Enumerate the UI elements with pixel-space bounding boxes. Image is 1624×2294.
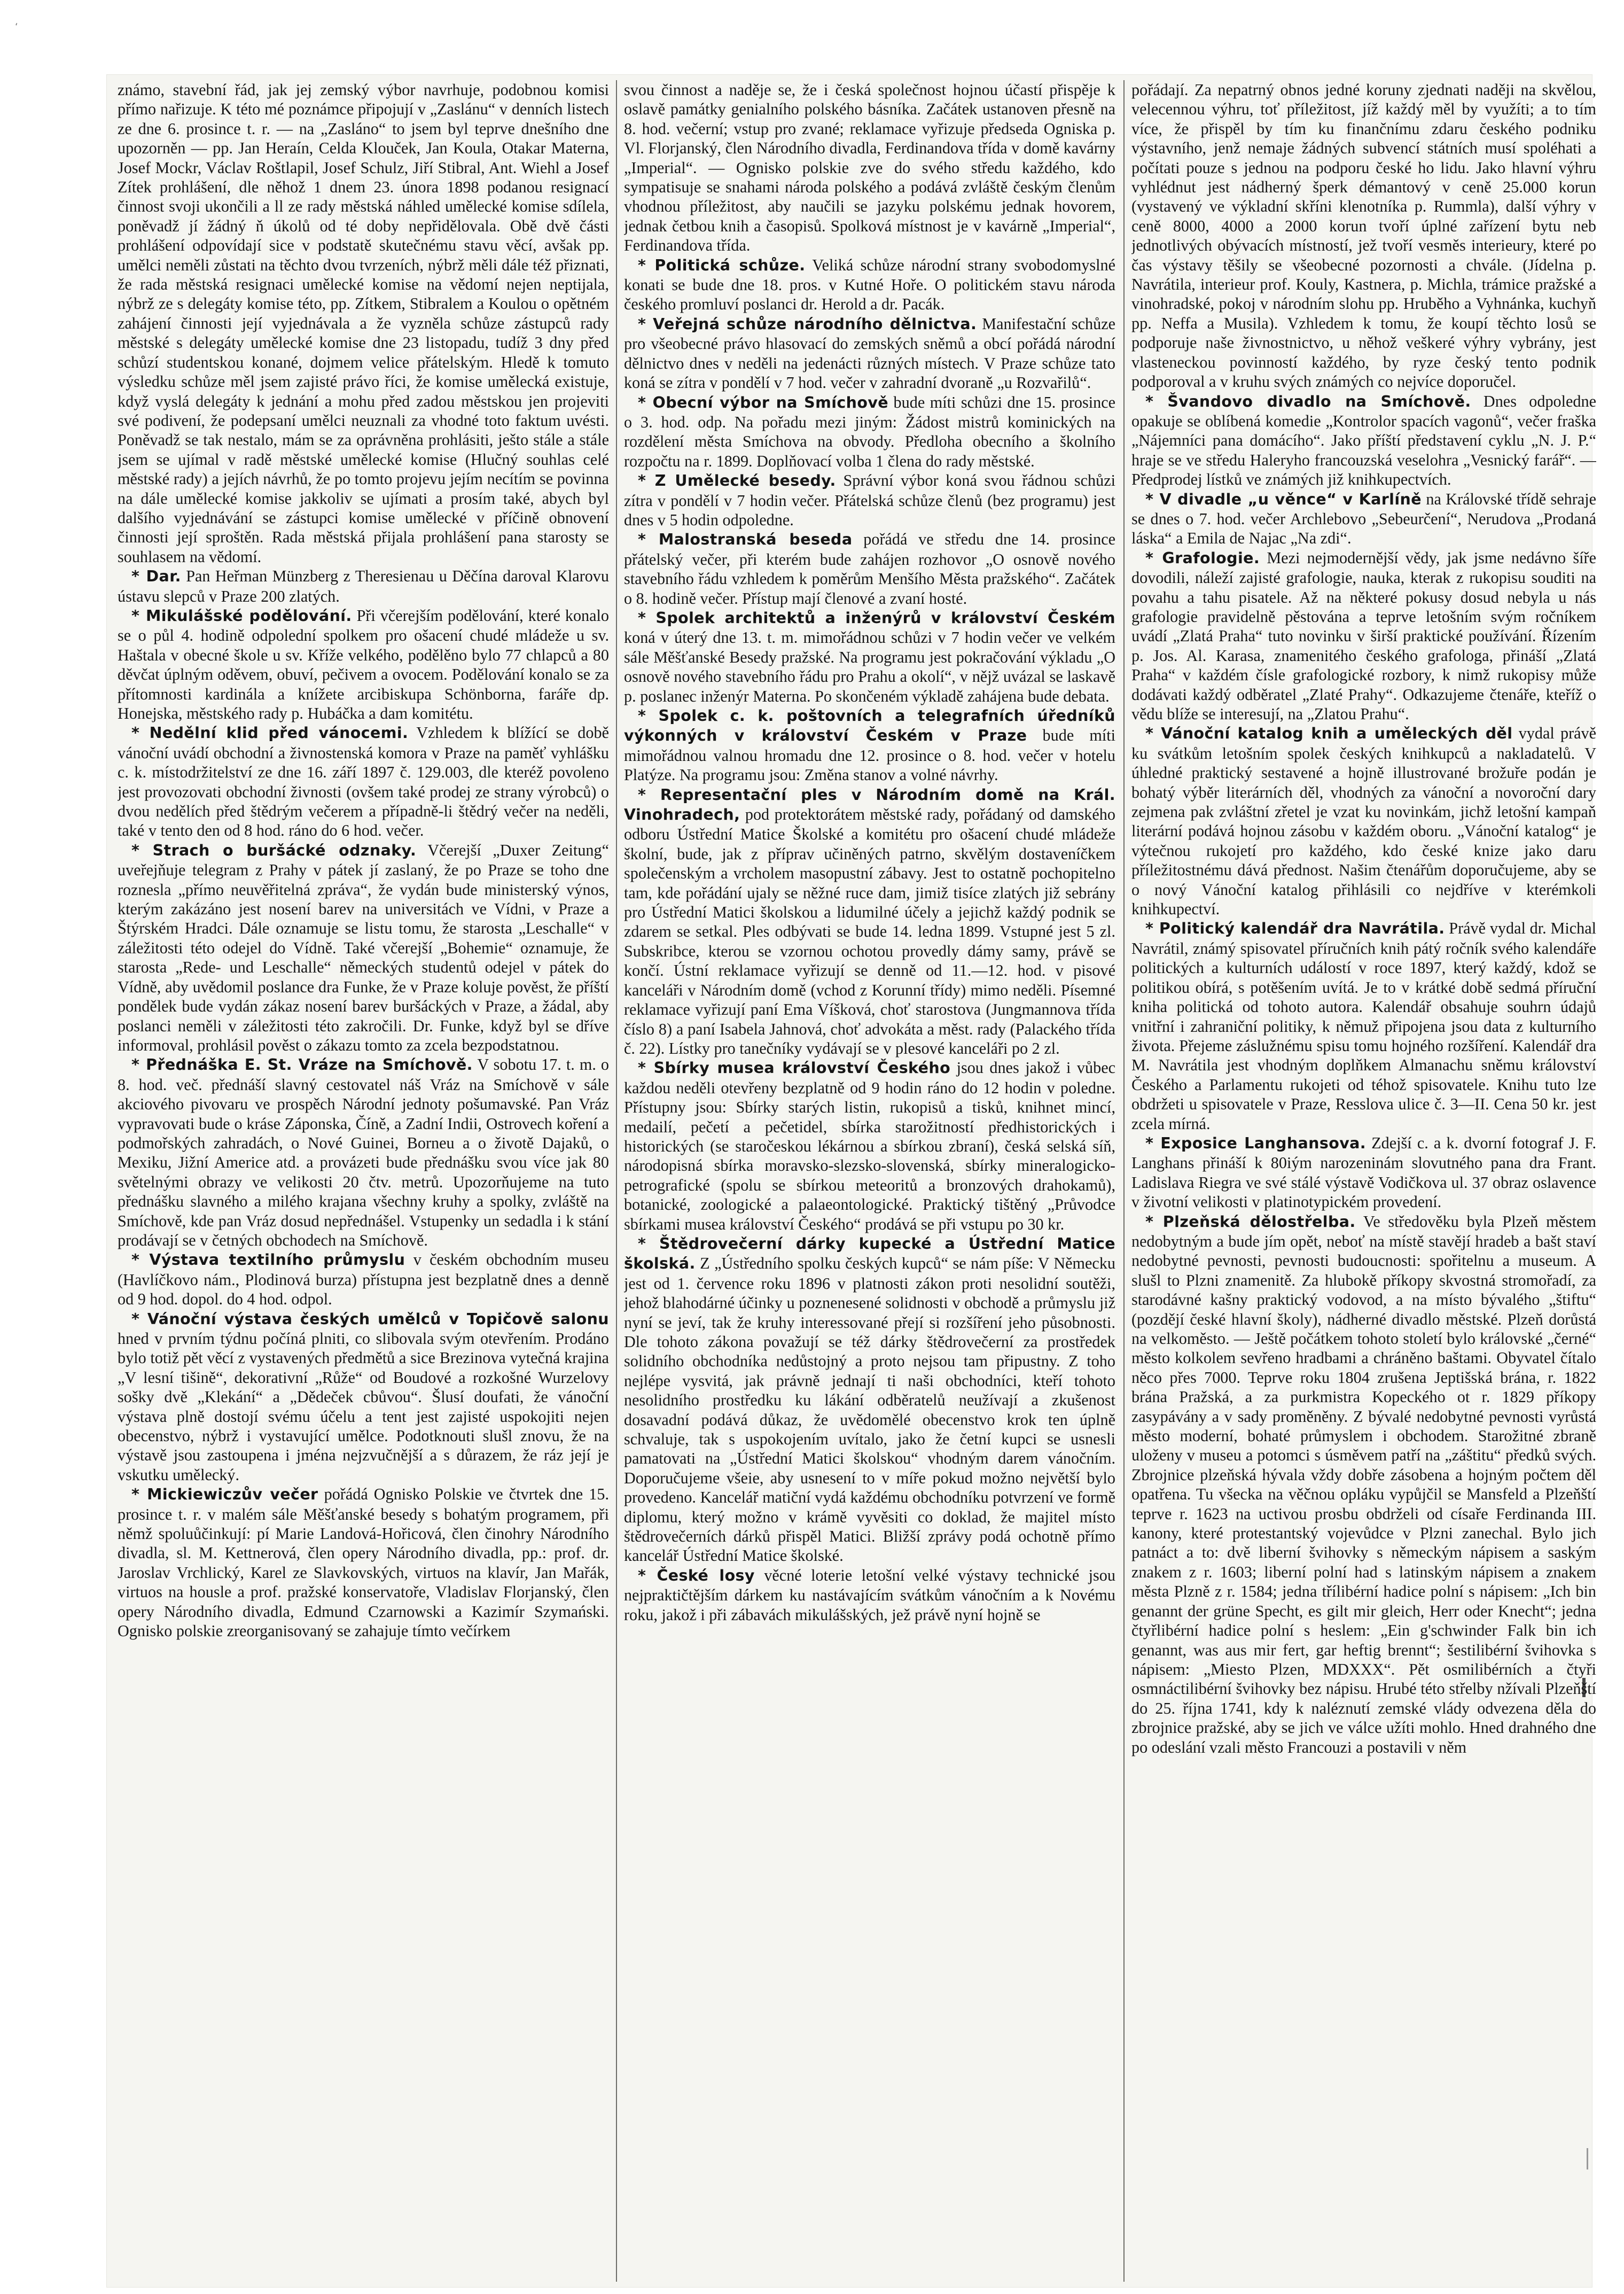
news-item-headline: * Švandovo divadlo na Smíchově. [1145,392,1471,410]
news-item [118,841,609,1055]
news-item-body: Zdejší c. a k. dvorní fotograf J. F. Langhans přináší k 80iým narozeninám slovutného pana dra Frant. Ladislava Riegra ve své stálé výstavě Vodičkova ul. 37 obraz oslavence v životní velikosti v platinotypickém provedení. [1131,1133,1596,1211]
news-item [1131,489,1596,548]
news-item-headline: * Nedělní klid před vánocemi. [131,724,409,742]
news-item-headline: * V divadle „u věnce“ v Karlíně [1145,490,1422,508]
column-middle [624,80,1115,2284]
news-item-body: Pan Heřman Münzberg z Theresienau u Děčína daroval Klarovu ústavu slepců v Praze 200 zlatých. [118,567,609,605]
news-item-body: Mezi nejmodernější vědy, jak jsme nedávno šíře dovodili, náleží zajisté grafologie, nauka, kterak z rukopisu souditi na povahu a tahu pisatele. Až na některé pokusy dosud nebyla u nás grafologie pravidelně pěstována a teprve letošním svým ročníkem uvádí „Zlatá Praha“ tuto novinku v širší praktické používání. Řízením p. Jos. Al. Karasa, znamenitého českého grafologa, přináší „Zlatá Praha“ v každém čísle grafologické rozbory, k nimž rukopisy může dodávati každý odběratel „Zlaté Prahy“. Odkazujeme čtenáře, kteříž o vědu blíže se interesují, na „Zlatou Prahu“. [1131,548,1596,723]
news-item-headline: * Exposice Langhansova. [1145,1134,1367,1152]
news-item-headline: * Malostranská beseda [638,531,853,549]
news-item [118,566,609,606]
news-item [118,1309,609,1485]
news-item [624,1566,1115,1624]
news-item [118,606,609,723]
news-item [1131,548,1596,724]
news-item [624,255,1115,314]
news-item-body: bude míti schůzi dne 15. prosince o 3. hod. odp. Na pořadu mezi jiným: Žádost mistrů kominických na rozdělení města Smíchova na obvody. Předloha obecního a školního rozpočtu na r. 1899. Doplňovací volba 1 člena do rady městské. [624,393,1115,470]
news-item-headline: * Representační ples v Národním domě na Král. Vinohradech, [624,786,1115,824]
column-right-news-items [1131,392,1596,1757]
news-item [624,471,1115,530]
corner-mark: ‘ [15,21,18,33]
news-item [624,314,1115,393]
news-item-headline: * Mickiewiczův večer [131,1486,318,1504]
news-item-body: Při včerejším podělování, které konalo se o půl 4. hodině odpolední spolkem pro ošacení chudé mládeže u sv. Haštala v obecné škole u sv. Kříže velkého, podělěno bylo 77 chlapců a 80 děvčat úplným oděvem, obuví, pečivem a ovocem. Podělování konalo se za přítomnosti kardinála a knížete arcibiskupa Schönborna, faráře dp. Honejska, městského rady p. Hubáčka a dam komitétu. [118,606,609,722]
news-item [624,393,1115,471]
news-item-body: pod protektorátem městské rady, pořádaný od damského odboru Ústřední Matice Školské a komitétu pro ošacení chudé mládeže školní, bude, jak z příprav učiněných patrno, skvělým dostaveníčkem společenským a vrcholem masopustní zábavy. Jest to ostatně pochopitelno tam, kde pořádání ujaly se něžné ruce dam, jimiž tisíce zlatých již sebrány pro Ústřední Matici školskou a lidumilné účely a jejichž každý podnik se zdarem se setkal. Ples odbývati se bude 14. ledna 1899. Vstupné jest 5 zl. Subskribce, kterou se vzornou ochotou provedly dámy samy, právě se končí. Ústní reklamace vyřizují se denně od 11.—12. hod. v pisové kanceláři v Národním domě (vchod z Korunní třídy) mimo neděli. Písemné reklamace vyřizují paní Ema Víšková, choť starostova (Jungmannova třída číslo 8) a paní Isabela Jahnová, choť advokáta a měst. rady (Palackého třída č. 22). Lístky pro tanečníky vydávají se v plesové kanceláři po 2 zl. [624,805,1115,1057]
column-right-lead-text: pořádají. Za nepatrný obnos jedné koruny zjednati naději na skvělou, velecennou výhru, toť příležitost, jíž každý měl by využíti; a to tím více, že přispěl by tím ku finančnímu zdaru českého podniku výstavního, jenž nemaje žádných subvencí státních musí spoléhati a počítati pouze s jednou na podporu české ho lidu. Jako hlavní výhru vyhlédnut jest nádherný šperk démantový v ceně 25.000 korun (vystavený ve výkladní skříni klenotníka p. Rummla), další výhry v ceně 8000, 4000 a 2000 korun tvoří úplné zařízení bytu neb jednotlivých obývacích místností, jež tvoří vesměs interieury, které po čas výstavy těšily se všeobecné pozornosti a chvále. (Jídelna p. Navrátila, interieur prof. Kouly, Kastnera, p. Michla, trámice pražské a vinohradské, pokoj v národním slohu pp. Hruběho a Vyhnánka, kuchyň pp. Neffa a Musila). Vzhledem k tomu, že koupí těchto losů se podporuje naše živnostnictvo, u něhož veškeré výhry vybrány, jest vlasteneckou povinností každého, by ryze český tento podnik podporoval a v kruhu svých známých co nejvíce doporučel. [1131,81,1596,391]
news-item-headline: * Dar. [131,567,181,586]
news-item-headline: * Mikulášské podělování. [131,606,352,625]
news-item [624,1058,1115,1234]
column-left [118,80,609,2284]
news-item [118,1250,609,1309]
news-item-headline: * Grafologie. [1145,549,1260,567]
column-left-lead-text: známo, stavební řád, jak jej zemský výbor navrhuje, podobnou komisi přímo nařizuje. K této mé poznámce připojují v „Zaslánu“ v denních listech ze dne 6. prosince t. r. — na „Zasláno“ to jsem byl teprve dnešního dne upozorněn — pp. Jan Heraín, Celda Klouček, Jan Koula, Otakar Materna, Josef Mockr, Václav Roštlapil, Josef Schulz, Jiří Stibral, Ant. Wiehl a Josef Zítek prohlášení, dle něhož 1 dnem 23. února 1898 podanou resignací činnost svoji ukončili a ll ze rady městská náhled umělecké komise sdílela, poněvadž jí žádný ň úkolů od té doby nepřidělovala. Obě dvě části prohlášení odpovídají sice v podstatě skutečnému stavu věcí, avšak pp. umělci neměli zůstati na těchto dvou tvrzeních, nýbrž měli dále též přiznati, že rada městská resignaci umělecké komise na vědomí nejen neptijala, nýbrž ze s delegáty komise této, pp. Zítkem, Stibralem a Koulou o opětném zahájení činnosti její vyjednávala a že vyzněla schůze zástupců rady městské s delegáty umělecké komise dne 23 listopadu, tudíž 3 dny před schůzí studentskou konané, dojmem velice přátelským. Hledě k tomuto výsledku schůze měl jsem zajisté právo říci, že komise umělecká existuje, když vyslá delegáty k jednání a mohu před zadou městskou jen projeviti své podivení, že podepsaní umělci neuznali za vhodné toto faktum uvésti. Poněvadž se tak nestalo, mám se za oprávněna prohlásiti, ješto stále a stále jsem se ujímal v radě městské umělecké komise (Hlučný souhlas celé městské rady) a jejích návrhů, že po tomto projevu jejím necítím se povinna na dále umělecké komise jakkoliv se ujímati a prosím také, abych byl dalšího vyjednávání se zástupci komise umělecké v příčině obnovení činnosti její sproštěn. Rada městská přijala prohlášení pana starosty se souhlasem na vědomí. [118,81,609,566]
news-item-body: jsou dnes jakož i vůbec každou neděli otevřeny bezplatně od 9 hodin ráno do 12 hodin v poledne. Přístupny jsou: Sbírky starých listin, rukopisů a tisků, knihnet mincí, medailí, pečetí a pečetidel, sbírka starožitností předhistorických i historických (se staročeskou lékárnou a sbírkou zbraní), česká selská síň, národopisná sbírka moravsko-slezsko-slovenská, sbírky mineralogicko-petrografické (spolu se sbírkou meteoritů a bronzových drahokamů), botanické, zoologické a palaeontologické. Praktický tištěný „Průvodce sbírkami musea království Českého“ prodává se při vstupu po 30 kr. [624,1059,1115,1233]
news-item [624,530,1115,608]
news-item-body: v českém obchodním museu (Havlíčkovo nám., Plodinová burza) přístupna jest bezplatně dnes a denně od 9 hod. dopol. do 4 hod. odpol. [118,1250,609,1309]
news-item-body: bude míti mimořádnou valnou hromadu dne 12. prosince o 8. hod. večer v hotelu Platýze. Na programu jsou: Změna stanov a volné návrhy. [624,726,1115,784]
news-item [118,723,609,840]
news-item-headline: * Spolek architektů a inženýrů v království Českém [638,609,1115,627]
news-item-body: Z „Ústředního spolku českých kupců“ se nám píše: V Německu jest od 1. července roku 1896 v platnosti zákon proti nesolidní soutěži, jehož blahodárné účinky u poznenesené solidnosti v obchodě a průmyslu již nyní se jeví, tak že kruhy interessované přejí si rozšíření jeho působnosti. Dle tohoto zákona považují se též dárky štědrovečerní za prostředek solidního obchodníka nedůstojný a proto nejsou tam připustny. Z toho nejlépe vysvitá, jak právně jednají ti naši obchodníci, kteří tohoto nesolidního prostředku ku lákání odběratelů neužívají a zkušenost dosavadní podává důkaz, že uvědomělé obecenstvo krok ten úplně schvaluje, tak s uspokojením uvítalo, jako že četní kupci se usnesli pamatovati na „Ústřední Matici školskou“ vhodným darem vánočním. Doporučujeme všeie, aby usnesení to v míře pokud možno největší bylo provedeno. Kancelář matiční vydá každému obchodníku potvrzení ve formě diplomu, který možno v krámě vyvěsiti co doklad, že majitel místo štědrovečerních dárků přispěl Matici. Bližší zprávy podá ochotně přímo kancelář Ústřední Matice školské. [624,1254,1115,1565]
news-item-body: Včerejší „Duxer Zeitung“ uveřejňuje telegram z Prahy v pátek jí zaslaný, že po Praze se toho dne roznesla „přímo neuvěřitelná zpráva“, že vydán bude ministerský výnos, kterým zakázáno jest nosení barev na universitách ve Vídni, v Praze a Štýrském Hradci. Dále oznamuje se listu tomu, že starosta „Leschalle“ v záležitosti této odejel do Vídně. Také včerejší „Bohemie“ oznamuje, že starosta „Rede- und Leschalle“ německých studentů odejel v pátek do Vídně, aby uvědomil poslance dra Funke, že v Praze koluje pověst, že příští pondělek bude vydán zákaz nosení barev buršáckých v Praze, a žádal, aby poslanci neměli v záležitosti této zakročili. Dr. Funke, když byl se dříve informoval, prohlásil pověst o zákazu tomto za zcela bezpodstatnou. [118,841,609,1054]
news-item [118,1484,609,1640]
column-left-news-items [118,566,609,1640]
news-item [1131,1133,1596,1212]
news-item-body: hned v prvním týdnu počíná plniti, co slibovala svým otevřením. Prodáno bylo totiž pět věcí z vystavených předmětů a sice Brezinova vytečná krajina „V lesní tišině“, dekorativní „Růže“ od Boudové a rozkošné Wurzelovy sošky dvě „Klekání“ a „Dědeček cbůvou“. Šlusí doufati, že vánoční výstava plně dostojí svému účelu a tent jest zajisté uspokojiti nejen obecenstvo, nýbrž i vystavující umělce. Podotknouti slušl znovu, že na výstavě jsou zastoupena i jména nejzvučnější a s důrazem, že ráz její je vskutku umělecký. [118,1329,609,1484]
news-item-headline: * České losy [638,1566,755,1584]
news-item [624,608,1115,706]
column-middle-lead-text: svou činnost a naděje se, že i česká společnost hojnou účastí přispěje k oslavě památky genialního polského básníka. Začátek ustanoven přesně na 8. hod. večerní; vstup pro zvané; reklamace vyřizuje předseda Ogniska p. Vl. Florjanský, člen Národního divadla, Ferdinandova třída v domě kavárny „Imperial“. — Ognisko polskie zve do svého středu každého, kdo sympatisuje se snahami národa polského a podává zvláště českým členům vhodnou příležitost, aby naučili se jazyku polskému jednak hovorem, jednak četbou knih a časopisů. Spolková místnost je v kavárně „Imperial“, Ferdinandova třída. [624,81,1115,255]
news-item [624,1234,1115,1566]
news-item [118,1055,609,1250]
news-item-body: V sobotu 17. t. m. o 8. hod. več. přednáší slavný cestovatel náš Vráz na Smíchově v sále akciového pivovaru ve prospěch Národní jednoty pošumavské. Pan Vráz vypravovati bude o kráse Záponska, Číně, a Zadní Indii, Ostrovech koření a podmořských zahradách, o Nové Guinei, Borneu a o životě Dajaků, o Mexiku, Jižní Americe atd. a provázeti bude přednášku svou více jak 80 světelnými obrazy ve velikosti 20 čtv. metrů. Upozorňujeme na tuto přednášku slavného a milého krajana všechny kruhy a spolky, zvláště na Smíchově, kde pan Vráz dosud nepřednášel. Vstupenky un sedadla i k stání prodávají se v četných obchodech na Smíchově. [118,1055,609,1249]
news-item-headline: * Strach o buršácké odznaky. [131,841,417,859]
news-item [624,785,1115,1059]
news-item-body: na Královské třídě sehraje se dnes o 7. hod. večer Archlebovo „Sebeurčení“, Nerudova „Prodaná láska“ a Emila de Najac „Na zdi“. [1131,489,1596,548]
news-item-body: věcné loterie letošní velké výstavy technické jsou nejpraktičtějším dárkem ku nastávajícím svátkům vánočním a k Novému roku, jakož i při zábavách mikulášských, jež právě nyní hojně se [624,1566,1115,1624]
news-item-headline: * Z Umělecké besedy. [638,472,836,490]
column-divider-right [1123,80,1125,2282]
column-middle-news-items [624,255,1115,1624]
news-item-headline: * Veřejná schůze národního dělnictva. [638,315,977,333]
news-item-headline: * Výstava textilního průmyslu [131,1251,405,1269]
news-item-body: Manifestační schůze pro všeobecné právo hlasovací do zemských sněmů a obcí pořádá národní dělnictvo dnes v neděli na jedenácti různých místech. V Praze schůze tato koná se zítra v pondělí v 7 hod. večer v zahradní dvoraně „u Rozvařilů“. [624,314,1115,392]
news-item-headline: * Politická schůze. [638,256,806,274]
news-item [1131,919,1596,1133]
news-item [624,706,1115,785]
news-item [1131,392,1596,489]
news-item-body: pořádá ve středu dne 14. prosince přátelský večer, při kterém bude zahájen rozhovor „O osnově nového stavebního řádu vzhledem k poměrům Menšího Města pražského“. Začátek o 8. hodině večer. Přístup mají členové a zvaní hosté. [624,530,1115,608]
news-item-body: Veliká schůze národní strany svobodomyslné konati se bude dne 18. pros. v Kutné Hoře. O politickém stavu národa českého promluví poslanci dr. Herold a dr. Pacák. [624,255,1115,314]
news-item-body: Ve středověku byla Plzeň městem nedobytným a bude jím opět, neboť na místě stavějí hradeb a bašt staví nedobytné pevnosti, pevnosti budoucnosti: spořitelnu a museum. A slušl to Plzni znamenitě. Za hlubokě příkopy skvostná stromořadí, za starodávné kašny praktický vodovod, a na místo bývalého „štiftu“ (pozdějí české hlavní školy), nádherné divadlo městské. Plzeň dorůstá na velkoměsto. — Ještě počátkem tohoto století bylo královské „černé“ město kolkolem sevřeno hradbami a chráněno baštami. Obyvatel čítalo něco přes 7000. Teprve roku 1804 zrušena Jeptišská brána, r. 1822 brána Pražská, a za purkmistra Kopeckého ot r. 1829 příkopy zasypávány a v sady proměněny. Z bývalé nedobytné pevnosti vyrůstá město moderní, bohaté průmyslem i obchodem. Starožitné zbraně uloženy v museu a potomci s úsměvem patří na „záštitu“ předků svých. Zbrojnice plzeňská hývala vždy dobře zásobena a hojným počtem děl opatřena. Tu všecka na věčnou opláku vypůjčil se Mansfeld a Plzeňští teprve r. 1623 na uctivou prosbu obdrželi od císaře Ferdinanda III. kanony, které protestantský vojevůdce v Plzni zanechal. Bylo jich patnáct a to: dvě liberní švihovky s německým nápisem a saským znakem z r. 1603; liberní polní had s latinským nápisem a znakem města Plzně z r. 1584; jedna třílibérní hadice polní s nápisem: „Ich bin genannt der grüne Specht, es gilt mir gleich, Herr oder Knecht“; jedna čtyřlibérní hadice polní s heslem: „Ein g'schwinder Falk bin ich genannt, was aus mir fert, gar heftig brennt“; šestilibérní švihovka s nápisem: „Miesto Plzen, MDXXX“. Pět osmilibérních a čtyři osmnáctilibérní švihovky bez nápisu. Hrubé této střelby nžívali Plzeňští do 25. října 1741, kdy k naléznutí zemské vlády odvezena děla do zbrojnice pražské, aby se jich ve válce užíti mohlo. Hned drahného dne po odeslání vzali město Francouzi a postavili v něm [1131,1212,1596,1756]
news-item-headline: * Štědrovečerní dárky kupecké a Ústřední Matice školská. [624,1234,1115,1273]
column-divider-left [616,80,617,2282]
news-item-headline: * Spolek c. k. poštovních a telegrafních úředníků výkonných v království Českém v Praze [624,707,1115,745]
news-item-headline: * Přednáška E. St. Vráze na Smíchově. [131,1056,473,1074]
news-item-headline: * Sbírky musea království Českého [638,1059,951,1077]
news-item [1131,1212,1596,1757]
news-item-body: Právě vydal dr. Michal Navrátil, známý spisovatel příručních knih pátý ročník svého kalendáře politických a kulturních událostí v roce 1897, který každý, kdož se politikou obírá, s potěšením uvítá. Je to v krátké době sedmá příruční kniha politická od tohoto autora. Kalendář obsahuje souhrn údajů vnitřní i zahraniční politiky, k němuž připojena jsou data z kulturního života. Přejeme záslužnému spisu tomu hojného rozšíření. Kalendář dra M. Navrátila jest vhodným doplňkem Almanachu sněmu království Českého a Parlamentu rukojeti od téhož spisovatele. Knihu tuto lze obdržeti u spisovatele v Praze, Resslova ulice č. 3—II. Cena 50 kr. jest zcela mírná. [1131,919,1596,1133]
news-item-body: vydal právě ku svátkům letošním spolek českých knihkupců a nakladatelů. V úhledné praktický sestavené a hojně illustrované brožuře podán je bohatý výběr literárních děl, vhodných za vánoční a novoroční dary zejmena pak zvláštní zřetel je vzat ku novinkám, jichž letošní kampaň literární podává hojnou zásobu v každém oboru. „Vánoční katalog“ je výtečnou rukojetí pro každého, kdo české knize jako daru příležitostnému dává přednost. Našim čtenářům doporučujeme, aby se o nový Vánoční katalog přihlásili co nejdříve v kterémkoli knihkupectví. [1131,724,1596,919]
news-item-headline: * Obecní výbor na Smíchově [638,393,889,411]
column-right [1131,80,1596,2284]
news-item-body: Dnes odpoledne opakuje se oblíbená komedie „Kontrolor spacích vagonů“, večer fraška „Nájemníci pana domácího“. Jako příští představení cyklu „N. J. P.“ hraje se ve středu Haleryho francouzská veselohra „Vesnický farář“. — Předprodej lístků ve známých již knihkupectvích. [1131,392,1596,489]
news-item-headline: * Plzeňská dělostřelba. [1145,1212,1356,1231]
news-item-body: koná v úterý dne 13. t. m. mimořádnou schůzi v 7 hodin večer ve velkém sále Měšťanské Besedy pražské. Na programu jest pokračování výkladu „O osnově nového stavebního řádu pro Prahu a okolí“, v nějž uvázal se laskavě p. poslanec inženýr Materna. Po skončeném výkladě zahájena bude debata. [624,628,1115,705]
news-item-headline: * Politický kalendář dra Navrátila. [1145,920,1445,938]
news-item-body: Vzhledem k blížící se době vánoční uvádí obchodní a živnostenská komora v Praze na paměť vyhlášku c. k. místodržitelství ze dne 16. září 1897 č. 129.003, dle kteréž povoleno jest provozovati obchodní živnosti (ovšem také prodej ze strany výrobců) o dvou nedělích před štědrým večerem a případně-li štědrý večer na neděli, také v tento den od 8 hod. ráno do 6 hod. večer. [118,724,609,840]
news-item [1131,724,1596,919]
news-item-headline: * Vánoční výstava českých umělců v Topičově salonu [131,1310,609,1328]
news-item-headline: * Vánoční katalog knih a uměleckých děl [1145,725,1513,743]
news-item-body: Správní výbor koná svou řádnou schůzi zítra v pondělí v 7 hodin večer. Přátelská schůze členů (bez programu) jest dnes v 5 hodin odpoledne. [624,471,1115,529]
news-item-body: pořádá Ognisko Polskie ve čtvrtek dne 15. prosince t. r. v malém sále Měšťanské besedy s bohatým programem, při němž spoluůčinkují: pí Marie Landová-Hořicová, člen činohry Národního divadla, sl. M. Kettnerová, člen opery Národního divadla, pp.: prof. dr. Jaroslav Vrchlický, Karel ze Slavkovských, virtuos na klavír, Jan Mařák, virtuos na housle a prof. pražské konservatoře, Vladislav Florjanský, člen opery Národního divadla, Edmund Czarnowski a Kazimír Szymański. Ognisko polskie zreorganisovaný se zahajuje tímto večírkem [118,1485,609,1640]
